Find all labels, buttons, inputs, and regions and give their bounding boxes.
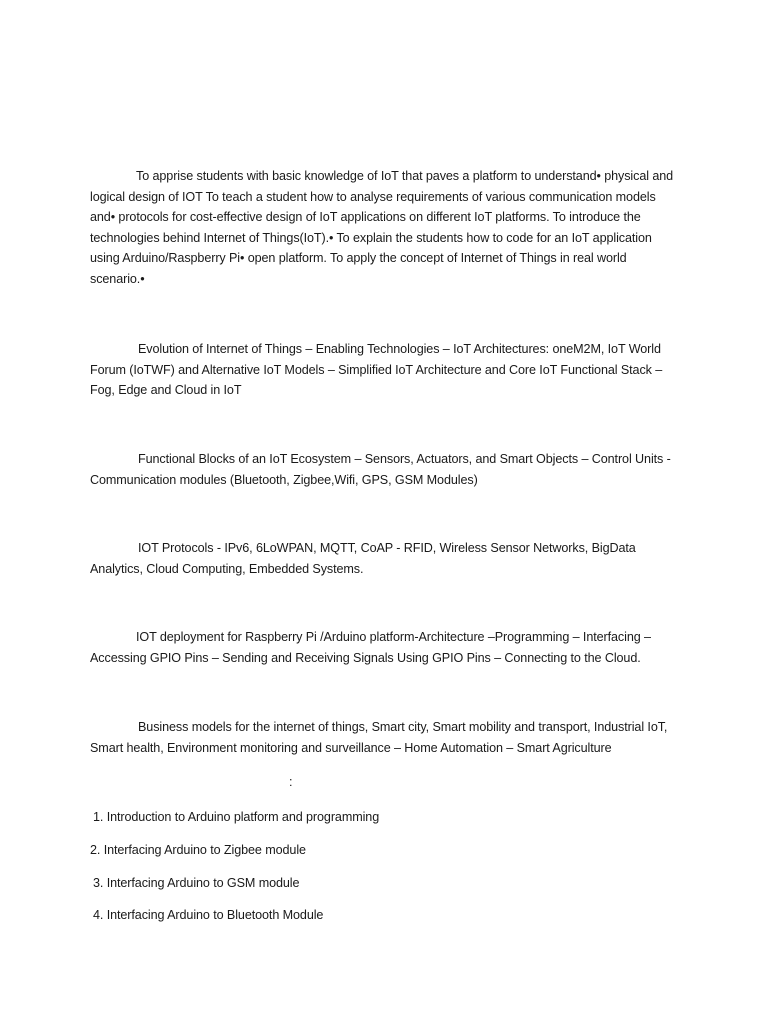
unit-2-text: Functional Blocks of an IoT Ecosystem – Sensors, Actuators, and Smart Objects – Control Units - Communication modules (Bluetooth, Zigbee,Wifi, GPS, GSM Modules) xyxy=(90,452,671,487)
unit-3-paragraph xyxy=(90,538,682,579)
unit-1-text: Evolution of Internet of Things – Enabling Technologies – IoT Architectures: oneM2M, IoT World Forum (IoTWF) and Alternative IoT Models – Simplified IoT Architecture and Core IoT Functional Stack – Fog, Edge and Cloud in IoT xyxy=(90,342,663,398)
unit-5-paragraph xyxy=(90,717,682,758)
unit-4-text: IOT deployment for Raspberry Pi /Arduino platform-Architecture –Programming – Interfacing – Accessing GPIO Pins – Sending and Receiving Signals Using GPIO Pins – Connecting to the Cloud. xyxy=(90,630,651,665)
unit-2-paragraph xyxy=(90,449,682,490)
colon-mark: : xyxy=(289,775,293,789)
list-item: 4. Interfacing Arduino to Bluetooth Module xyxy=(93,908,324,922)
list-item: 3. Interfacing Arduino to GSM module xyxy=(93,876,300,890)
unit-5-text: Business models for the internet of things, Smart city, Smart mobility and transport, Industrial IoT, Smart health, Environment monitoring and surveillance – Home Automation – Smart Agriculture xyxy=(90,720,668,755)
objectives-text: To apprise students with basic knowledge of IoT that paves a platform to understand• physical and logical design of IOT To teach a student how to analyse requirements of various communication models and• protocols for cost-effective design of IoT applications on different IoT platforms. To introduce the technologies behind Internet of Things(IoT).• To explain the students how to code for an IoT application using Arduino/Raspberry Pi• open platform. To apply the concept of Internet of Things in real world scenario.• xyxy=(90,169,674,286)
unit-3-text: IOT Protocols - IPv6, 6LoWPAN, MQTT, CoAP - RFID, Wireless Sensor Networks, BigData Analytics, Cloud Computing, Embedded Systems. xyxy=(90,541,636,576)
objectives-paragraph xyxy=(90,166,682,290)
unit-1-paragraph xyxy=(90,339,682,401)
list-item: 1. Introduction to Arduino platform and programming xyxy=(93,810,380,824)
list-item: 2. Interfacing Arduino to Zigbee module xyxy=(90,843,306,857)
unit-4-paragraph xyxy=(90,627,682,668)
